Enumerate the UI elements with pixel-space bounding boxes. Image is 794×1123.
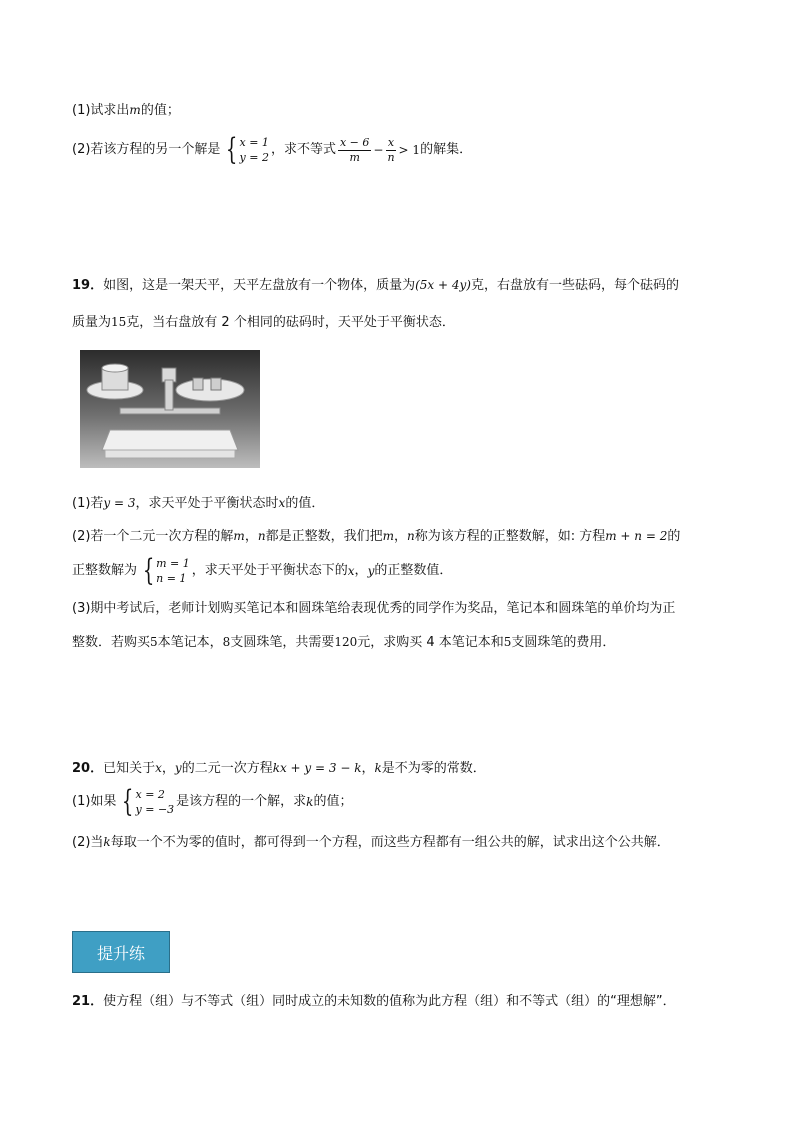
- q18-part2: (2)若该方程的另一个解是 { x = 1 y = 2 ，求不等式 $\frac{x - 6}{m}$ − $\frac{x}{n}$ > 1 的解集．: [72, 132, 473, 167]
- q19-part1: (1)若y = 3，求天平处于平衡状态时x的值．: [72, 496, 325, 511]
- q19-text-line1: 19．如图，这是一架天平，天平左盘放有一个物体，质量为(5x + 4y)克，右盘放有一些砝码，每个砝码的: [72, 278, 679, 293]
- equation-system: { m = 1 n = 1: [142, 553, 190, 588]
- q21-text: 21．使方程（组）与不等式（组）同时成立的未知数的值称为此方程（组）和不等式（组）的“理想解”．: [72, 994, 676, 1009]
- q19-part2-line1: (2)若一个二元一次方程的解m，n都是正整数，我们把m，n称为该方程的正整数解，如: 方程m + n = 2的: [72, 529, 681, 544]
- section-header: 提升练: [72, 931, 170, 973]
- q19-part3-line1: (3)期中考试后，老师计划购买笔记本和圆珠笔给表现优秀的同学作为奖品，笔记本和圆珠笔的单价均为正: [72, 601, 676, 616]
- q20-part1: (1)如果 { x = 2 y = −3 是该方程的一个解，求 k 的值；: [72, 784, 353, 819]
- q20-text: 20．已知关于x，y的二元一次方程kx + y = 3 − k，k是不为零的常数．: [72, 761, 486, 776]
- q20-part2: (2)当k每取一个不为零的值时，都可得到一个方程，而这些方程都有一组公共的解，试求出这个公共解．: [72, 835, 670, 850]
- fraction: $\frac{x}{n}$: [387, 135, 395, 164]
- equation-system: { x = 1 y = 2: [226, 132, 269, 167]
- equation-system: { x = 2 y = −3: [122, 784, 175, 819]
- q19-part2-line2: 正整数解为 { m = 1 n = 1 ，求天平处于平衡状态下的 x ， y 的正整数值．: [72, 553, 453, 588]
- q19-text-line2: 质量为15克，当右盘放有 2 个相同的砝码时，天平处于平衡状态．: [72, 315, 455, 330]
- q19-part3-line2: 整数．若购买5本笔记本，8支圆珠笔，共需要120元，求购买 4 本笔记本和5支圆珠笔的费用．: [72, 635, 616, 650]
- q18-part1: (1)试求出m的值；: [72, 103, 180, 118]
- fraction: $\frac{x - 6}{m}$: [339, 135, 370, 164]
- balance-scale-image: [80, 350, 260, 468]
